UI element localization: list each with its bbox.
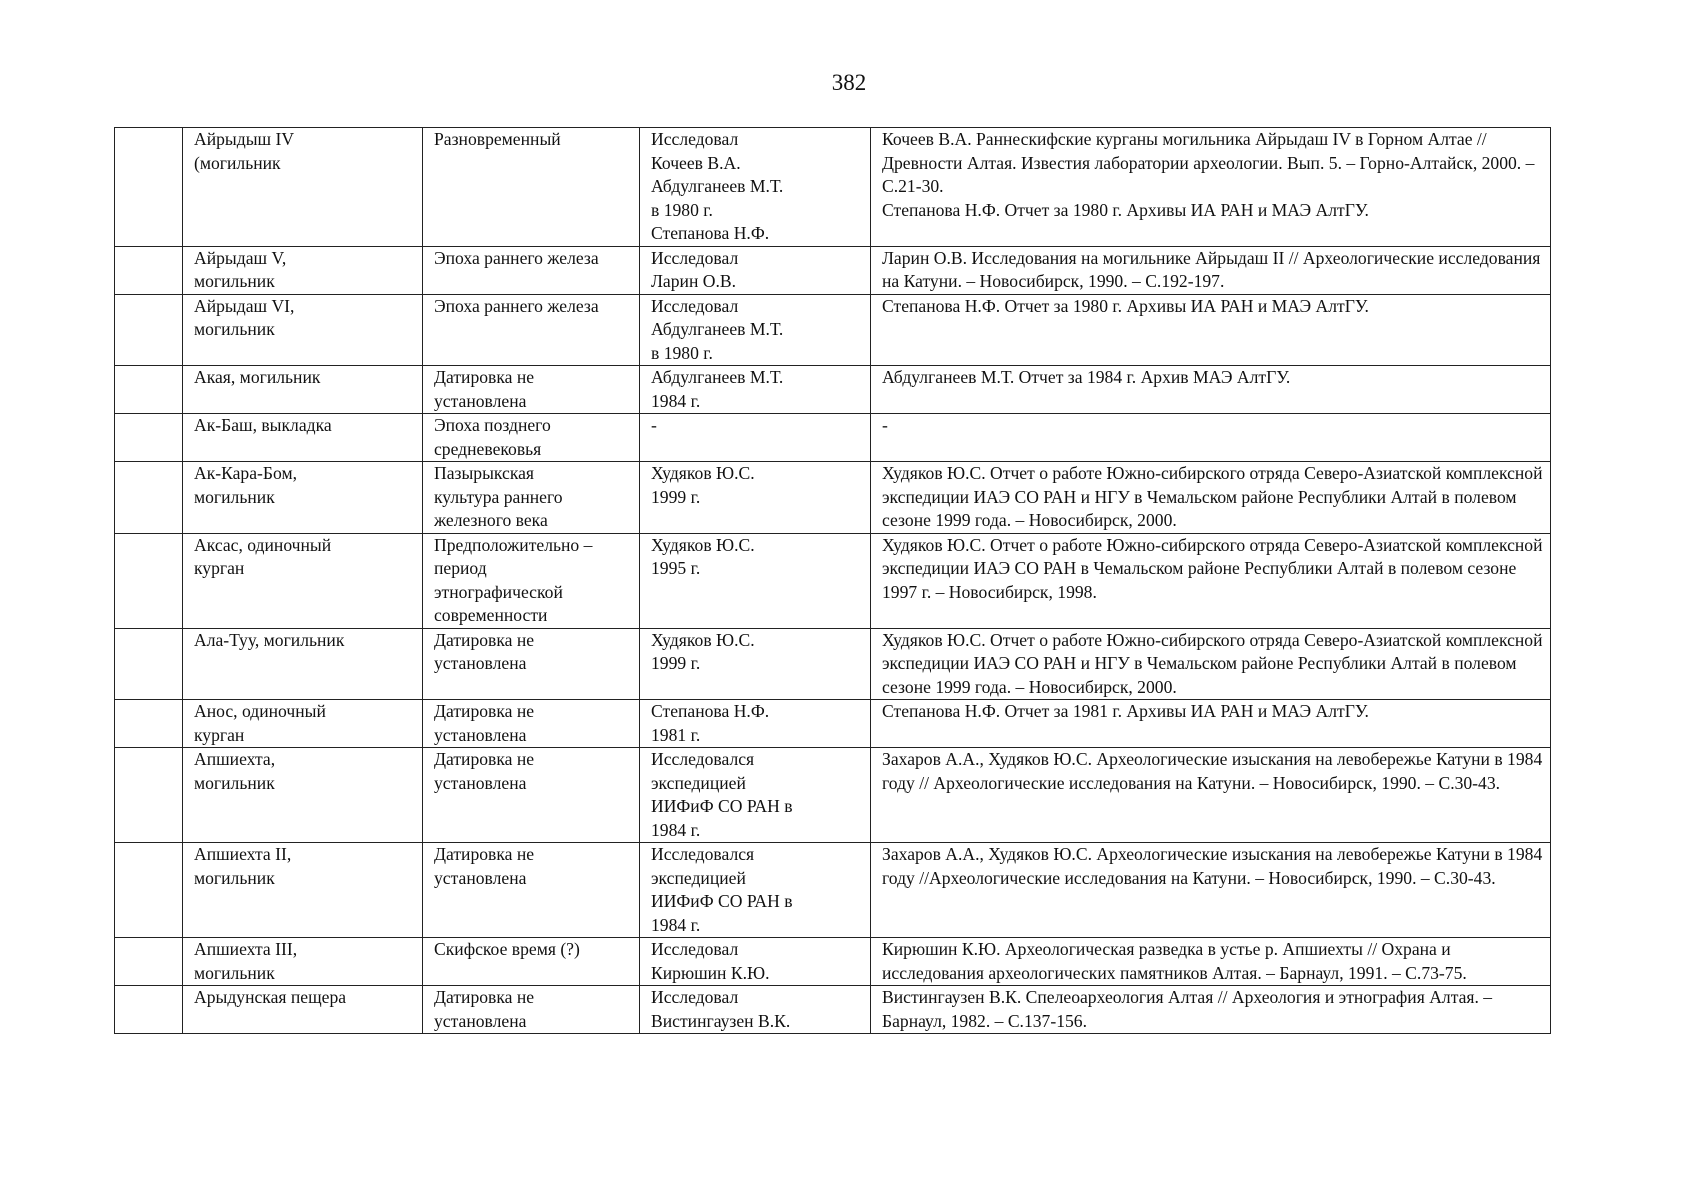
dating-cell: Датировка не установлена	[423, 366, 640, 414]
row-number-cell	[115, 533, 183, 628]
literature-cell: Захаров А.А., Худяков Ю.С. Археологические изыскания на левобережье Катуни в 1984 году // Археологические исследования на Катуни. – Новосибирск, 1990. – С.30-43.	[871, 748, 1551, 843]
table-row	[115, 294, 1551, 366]
researcher-cell: Худяков Ю.С. 1999 г.	[640, 462, 871, 534]
monument-name-cell: Апшиехта III, могильник	[183, 938, 423, 986]
table-row	[115, 748, 1551, 843]
row-number-cell	[115, 414, 183, 462]
monument-name-cell: Апшиехта II, могильник	[183, 843, 423, 938]
monument-name-cell: Арыдунская пещера	[183, 986, 423, 1034]
literature-cell: Кирюшин К.Ю. Археологическая разведка в устье р. Апшиехты // Охрана и исследования археологических памятников Алтая. – Барнаул, 1991. – С.73-75.	[871, 938, 1551, 986]
row-number-cell	[115, 128, 183, 247]
monument-name-cell: Айрыдаш V, могильник	[183, 246, 423, 294]
researcher-cell: -	[640, 414, 871, 462]
researcher-cell: Исследовал Кирюшин К.Ю.	[640, 938, 871, 986]
dating-cell: Эпоха позднего средневековья	[423, 414, 640, 462]
table-row	[115, 986, 1551, 1034]
researcher-cell: Худяков Ю.С. 1995 г.	[640, 533, 871, 628]
monument-name-cell: Ак-Кара-Бом, могильник	[183, 462, 423, 534]
table-row	[115, 628, 1551, 700]
researcher-cell: Исследовал Вистингаузен В.К.	[640, 986, 871, 1034]
literature-cell: Ларин О.В. Исследования на могильнике Айрыдаш II // Археологические исследования на Катуни. – Новосибирск, 1990. – С.192-197.	[871, 246, 1551, 294]
literature-cell: Степанова Н.Ф. Отчет за 1981 г. Архивы ИА РАН и МАЭ АлтГУ.	[871, 700, 1551, 748]
literature-cell: Кочеев В.А. Раннескифские курганы могильника Айрыдаш IV в Горном Алтае // Древности Алтая. Известия лаборатории археологии. Вып. 5. – Горно-Алтайск, 2000. – С.21-30. Степанова Н.Ф. Отчет за 1980 г. Архивы ИА РАН и МАЭ АлтГУ.	[871, 128, 1551, 247]
row-number-cell	[115, 246, 183, 294]
literature-cell: Вистингаузен В.К. Спелеоархеология Алтая // Археология и этнография Алтая. – Барнаул, 1982. – С.137-156.	[871, 986, 1551, 1034]
dating-cell: Датировка не установлена	[423, 986, 640, 1034]
researcher-cell: Исследовал Кочеев В.А. Абдулганеев М.Т. в 1980 г. Степанова Н.Ф.	[640, 128, 871, 247]
row-number-cell	[115, 938, 183, 986]
row-number-cell	[115, 628, 183, 700]
researcher-cell: Абдулганеев М.Т. 1984 г.	[640, 366, 871, 414]
page-number: 382	[831, 70, 867, 95]
literature-cell: Абдулганеев М.Т. Отчет за 1984 г. Архив МАЭ АлтГУ.	[871, 366, 1551, 414]
monuments-table-body	[115, 128, 1551, 1034]
dating-cell: Эпоха раннего железа	[423, 294, 640, 366]
dating-cell: Датировка не установлена	[423, 700, 640, 748]
literature-cell: Худяков Ю.С. Отчет о работе Южно-сибирского отряда Северо-Азиатской комплексной экспедиции ИАЭ СО РАН и НГУ в Чемальском районе Республики Алтай в полевом сезоне 1999 года. – Новосибирск, 2000.	[871, 462, 1551, 534]
row-number-cell	[115, 986, 183, 1034]
dating-cell: Скифское время (?)	[423, 938, 640, 986]
monument-name-cell: Анос, одиночный курган	[183, 700, 423, 748]
row-number-cell	[115, 462, 183, 534]
table-row	[115, 938, 1551, 986]
monument-name-cell: Аксас, одиночный курган	[183, 533, 423, 628]
monument-name-cell: Айрыдыш IV (могильник	[183, 128, 423, 247]
table-row	[115, 366, 1551, 414]
table-row	[115, 414, 1551, 462]
monuments-table	[114, 127, 1551, 1034]
row-number-cell	[115, 843, 183, 938]
table-row	[115, 533, 1551, 628]
dating-cell: Разновременный	[423, 128, 640, 247]
table-row	[115, 462, 1551, 534]
monument-name-cell: Ак-Баш, выкладка	[183, 414, 423, 462]
table-row	[115, 128, 1551, 247]
literature-cell: Худяков Ю.С. Отчет о работе Южно-сибирского отряда Северо-Азиатской комплексной экспедиции ИАЭ СО РАН и НГУ в Чемальском районе Республики Алтай в полевом сезоне 1999 года. – Новосибирск, 2000.	[871, 628, 1551, 700]
researcher-cell: Степанова Н.Ф. 1981 г.	[640, 700, 871, 748]
row-number-cell	[115, 294, 183, 366]
row-number-cell	[115, 748, 183, 843]
literature-cell: Захаров А.А., Худяков Ю.С. Археологические изыскания на левобережье Катуни в 1984 году //Археологические исследования на Катуни. – Новосибирск, 1990. – С.30-43.	[871, 843, 1551, 938]
dating-cell: Предположительно – период этнографической современности	[423, 533, 640, 628]
table-row	[115, 843, 1551, 938]
row-number-cell	[115, 700, 183, 748]
researcher-cell: Худяков Ю.С. 1999 г.	[640, 628, 871, 700]
researcher-cell: Исследовался экспедицией ИИФиФ СО РАН в 1984 г.	[640, 843, 871, 938]
researcher-cell: Исследовал Абдулганеев М.Т. в 1980 г.	[640, 294, 871, 366]
table-row	[115, 246, 1551, 294]
literature-cell: Степанова Н.Ф. Отчет за 1980 г. Архивы ИА РАН и МАЭ АлтГУ.	[871, 294, 1551, 366]
monument-name-cell: Айрыдаш VI, могильник	[183, 294, 423, 366]
literature-cell: Худяков Ю.С. Отчет о работе Южно-сибирского отряда Северо-Азиатской комплексной экспедиции ИАЭ СО РАН в Чемальском районе Республики Алтай в полевом сезоне 1997 г. – Новосибирск, 1998.	[871, 533, 1551, 628]
monument-name-cell: Акая, могильник	[183, 366, 423, 414]
dating-cell: Пазырыкская культура раннего железного века	[423, 462, 640, 534]
table-row	[115, 700, 1551, 748]
dating-cell: Датировка не установлена	[423, 843, 640, 938]
row-number-cell	[115, 366, 183, 414]
researcher-cell: Исследовал Ларин О.В.	[640, 246, 871, 294]
researcher-cell: Исследовался экспедицией ИИФиФ СО РАН в 1984 г.	[640, 748, 871, 843]
dating-cell: Эпоха раннего железа	[423, 246, 640, 294]
monument-name-cell: Апшиехта, могильник	[183, 748, 423, 843]
dating-cell: Датировка не установлена	[423, 628, 640, 700]
literature-cell: -	[871, 414, 1551, 462]
dating-cell: Датировка не установлена	[423, 748, 640, 843]
monument-name-cell: Ала-Туу, могильник	[183, 628, 423, 700]
